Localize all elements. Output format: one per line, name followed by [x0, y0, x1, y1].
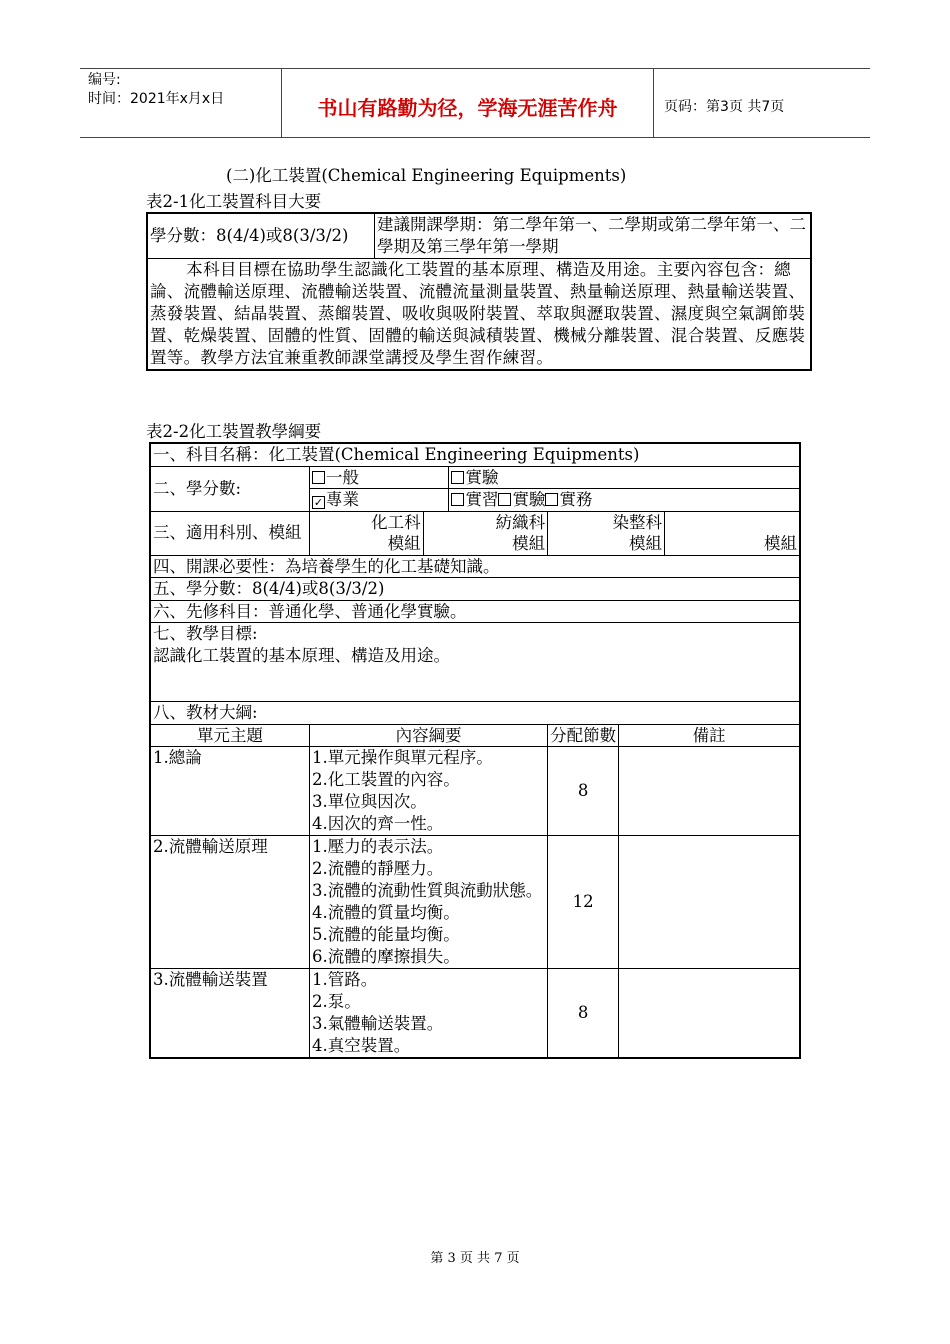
unit-title: 2.流體輸送原理	[150, 836, 309, 969]
checkbox-icon	[498, 493, 511, 506]
table-row	[150, 836, 800, 969]
unit-content	[309, 747, 547, 836]
dept-chem: 化工科	[309, 511, 423, 533]
unit-content	[309, 969, 547, 1059]
page-header	[80, 68, 870, 138]
unit-title: 3.流體輸送裝置	[150, 969, 309, 1059]
table2-caption: 表2-2化工裝置教學綱要	[146, 422, 322, 441]
applicable-label: 三、適用科別、模組	[150, 511, 309, 555]
number-label: 编号:	[88, 72, 121, 88]
dept-textile: 紡織科	[423, 511, 548, 533]
checkbox-icon	[312, 471, 325, 484]
course-summary-table	[146, 212, 812, 371]
objective-label: 七、教學目標:	[153, 624, 258, 643]
table-row	[150, 969, 800, 1059]
table1-caption: 表2-1化工裝置科目大要	[146, 192, 322, 211]
list-item: 5.流體的能量均衡。	[311, 925, 460, 944]
dept-blank	[664, 511, 800, 533]
unit-hours: 12	[548, 836, 619, 969]
summary-credits: 學分數：8(4/4)或8(3/3/2)	[147, 213, 375, 259]
unit-hours: 8	[548, 747, 619, 836]
option-professional-label: 專業	[325, 490, 359, 509]
unit-hours: 8	[548, 969, 619, 1059]
list-item: 1.單元操作與單元程序。	[311, 748, 493, 767]
unit-content	[309, 836, 547, 969]
list-item: 6.流體的摩擦損失。	[311, 947, 460, 966]
necessity: 四、開課必要性：為培養學生的化工基礎知識。	[150, 555, 800, 578]
checkbox-icon	[451, 471, 464, 484]
option-professional	[309, 489, 449, 512]
list-item: 4.流體的質量均衡。	[311, 903, 460, 922]
page-footer: 第 3 页 共 7 页	[430, 1251, 520, 1266]
module-1: 模組	[309, 533, 423, 555]
module-2: 模組	[423, 533, 548, 555]
credit-type-label: 二、學分數:	[150, 466, 309, 511]
unit-notes	[619, 836, 800, 969]
outline-label: 八、教材大綱:	[150, 702, 800, 725]
option-service-label: 實務	[559, 490, 593, 509]
checkbox-icon	[451, 493, 464, 506]
module-4: 模組	[664, 533, 800, 555]
unit-title: 1.總論	[150, 747, 309, 836]
option-practice-group	[449, 489, 800, 512]
objective-cell	[150, 623, 800, 702]
option-practice-label: 實習	[465, 490, 499, 509]
col-content-header: 內容綱要	[309, 724, 547, 747]
list-item: 2.化工裝置的內容。	[311, 770, 460, 789]
teaching-outline-table	[149, 442, 801, 1059]
list-item: 4.真空裝置。	[311, 1036, 411, 1055]
summary-semester: 建議開課學期：第二學年第一、二學期或第二學年第一、二學期及第三學年第一學期	[375, 213, 812, 259]
list-item: 3.氣體輸送裝置。	[311, 1014, 444, 1033]
checked-checkbox-icon: ✓	[313, 496, 324, 509]
col-unit-header: 單元主題	[150, 724, 309, 747]
checkbox-icon	[545, 493, 558, 506]
header-left	[80, 69, 282, 137]
list-item: 2.流體的靜壓力。	[311, 859, 444, 878]
list-item: 4.因次的齊一性。	[311, 814, 444, 833]
unit-notes	[619, 747, 800, 836]
time-label: 时间：2021年x月x日	[88, 91, 225, 107]
subject-name: 一、科目名稱：化工裝置(Chemical Engineering Equipments)	[150, 443, 800, 466]
section-title: (二)化工裝置(Chemical Engineering Equipments)	[226, 166, 627, 185]
option-lab	[449, 466, 800, 489]
option-lab2-label: 實驗	[512, 490, 546, 509]
list-item: 2.泵。	[311, 992, 361, 1011]
col-hours-header: 分配節數	[548, 724, 619, 747]
table-row	[150, 747, 800, 836]
objective-text: 認識化工裝置的基本原理、構造及用途。	[153, 645, 450, 665]
col-notes-header: 備註	[619, 724, 800, 747]
list-item: 1.壓力的表示法。	[311, 837, 444, 856]
header-page-label: 页码：第3页 共7页	[664, 99, 785, 115]
option-general-label: 一般	[325, 467, 359, 487]
list-item: 1.管路。	[311, 970, 378, 989]
prerequisite: 六、先修科目：普通化學、普通化學實驗。	[150, 600, 800, 623]
option-lab-label: 實驗	[465, 467, 499, 487]
list-item: 3.流體的流動性質與流動狀態。	[311, 881, 543, 900]
unit-notes	[619, 969, 800, 1059]
dept-dyeing: 染整科	[548, 511, 665, 533]
header-motto: 书山有路勤为径，学海无涯苦作舟	[282, 69, 654, 137]
option-general	[309, 466, 449, 489]
credits-row: 五、學分數：8(4/4)或8(3/3/2)	[150, 578, 800, 601]
list-item: 3.單位與因次。	[311, 792, 427, 811]
summary-description: 本科目目標在協助學生認識化工裝置的基本原理、構造及用途。主要內容包含：總論、流體輸送原理、流體輸送裝置、流體流量測量裝置、熱量輸送原理、熱量輸送裝置、蒸發裝置、結晶裝置、蒸餾裝置、吸收與吸附裝置、萃取與瀝取裝置、濕度與空氣調節裝置、乾燥裝置、固體的性質、固體的輸送與減積裝置、機械分離裝置、混合裝置、反應裝置等。教學方法宜兼重教師課堂講授及學生習作練習。	[147, 259, 811, 371]
module-3: 模組	[548, 533, 665, 555]
